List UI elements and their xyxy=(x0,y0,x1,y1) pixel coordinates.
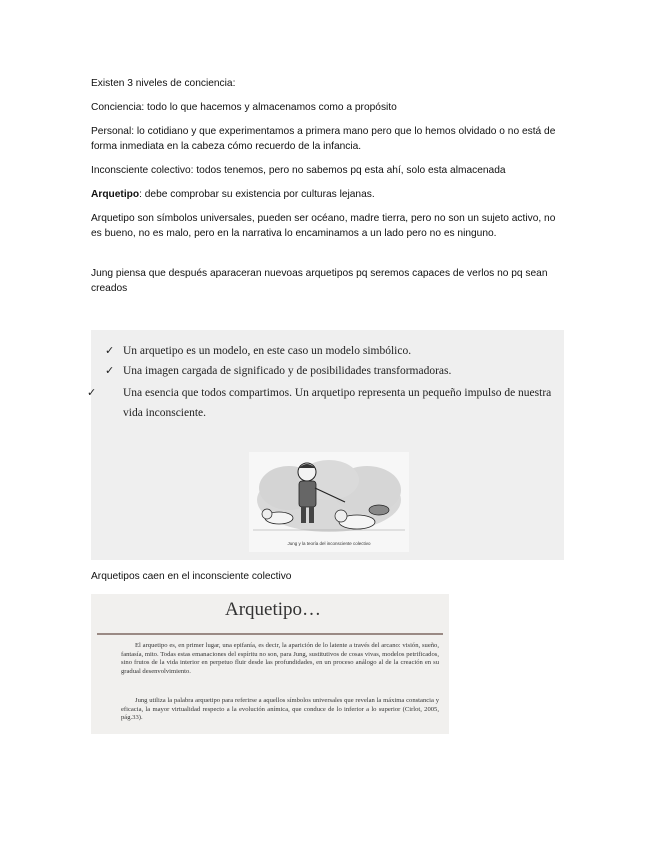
checkmark-icon: ✓ xyxy=(105,345,115,357)
paragraph-arquetipo-def xyxy=(91,187,566,202)
arquetipo-summary-image xyxy=(87,330,564,560)
paragraph-jung-piensa: Jung piensa que después aparaceran nuevoas arquetipos pq seremos capaces de verlos no pq sean creados xyxy=(91,268,548,294)
checkmark-icon: ✓ xyxy=(87,387,97,399)
title-divider xyxy=(97,633,443,635)
arquetipo-body-2: Jung utiliza la palabra arquetipo para referirse a aquellos símbolos universales que revelan la máxima constancia y eficacia, la mayor virtualidad respecto a la evolución anímica, que conduce de lo inferior a lo superior (Cirlot, 2005, pág.33). xyxy=(121,697,439,722)
arquetipo-def-text: : debe comprobar su existencia por culturas lejanas. xyxy=(139,189,375,200)
arquetipo-body-1: El arquetipo es, en primer lugar, una epifanía, es decir, la aparición de lo latente a través del arcano: visión, sueño, fantasía, mito. Todas estas emanaciones del espíritu no son, para Jung, sustitutivos de cosas vivas, modelos petrificados, sino frutos de la vida interior en perpetuo fluir desde las profundidades, en un proceso análogo al de la creación en su gradual desenvolvimiento. xyxy=(121,642,439,675)
jung-cartoon-illustration xyxy=(249,452,409,552)
arquetipo-bold-label: Arquetipo xyxy=(91,189,140,200)
arquetipo-definition-image xyxy=(91,594,449,734)
paragraph-arquetipos-caen: Arquetipos caen en el inconsciente colectivo xyxy=(91,571,292,582)
paragraph-conciencia: Conciencia: todo lo que hacemos y almacenamos como a propósito xyxy=(91,102,397,113)
check-item-3: ✓ Una esencia que todos compartimos. Un arquetipo representa un pequeño impulso de nuestra vida inconsciente. xyxy=(105,383,555,423)
paragraph-niveles: Existen 3 niveles de conciencia: xyxy=(91,78,236,89)
paragraph-personal: Personal: lo cotidiano y que experimentamos a primera mano pero que lo hemos olvidado o no está de forma inmediata en la cabeza cómo recuerdo de la infancia. xyxy=(91,126,556,152)
paragraph-inconsciente-colectivo: Inconsciente colectivo: todos tenemos, pero no sabemos pq esta ahí, solo esta almacenada xyxy=(91,165,506,176)
check-item-1: ✓ Un arquetipo es un modelo, en este caso un modelo simbólico. xyxy=(105,341,555,361)
cartoon-drawing xyxy=(249,452,409,540)
check-item-2: ✓ Una imagen cargada de significado y de posibilidades transformadoras. xyxy=(105,361,555,381)
arquetipo-title: Arquetipo… xyxy=(225,599,322,620)
checkmark-icon: ✓ xyxy=(105,365,115,377)
cartoon-caption: Jung y la teoría del inconsciente colectivo xyxy=(287,541,371,546)
paragraph-simbolos-universales: Arquetipo son símbolos universales, pueden ser océano, madre tierra, pero no son un sujeto activo, no es bueno, no es malo, pero en la narrativa lo encaminamos a un lado pero no es ninguno. xyxy=(91,213,556,239)
